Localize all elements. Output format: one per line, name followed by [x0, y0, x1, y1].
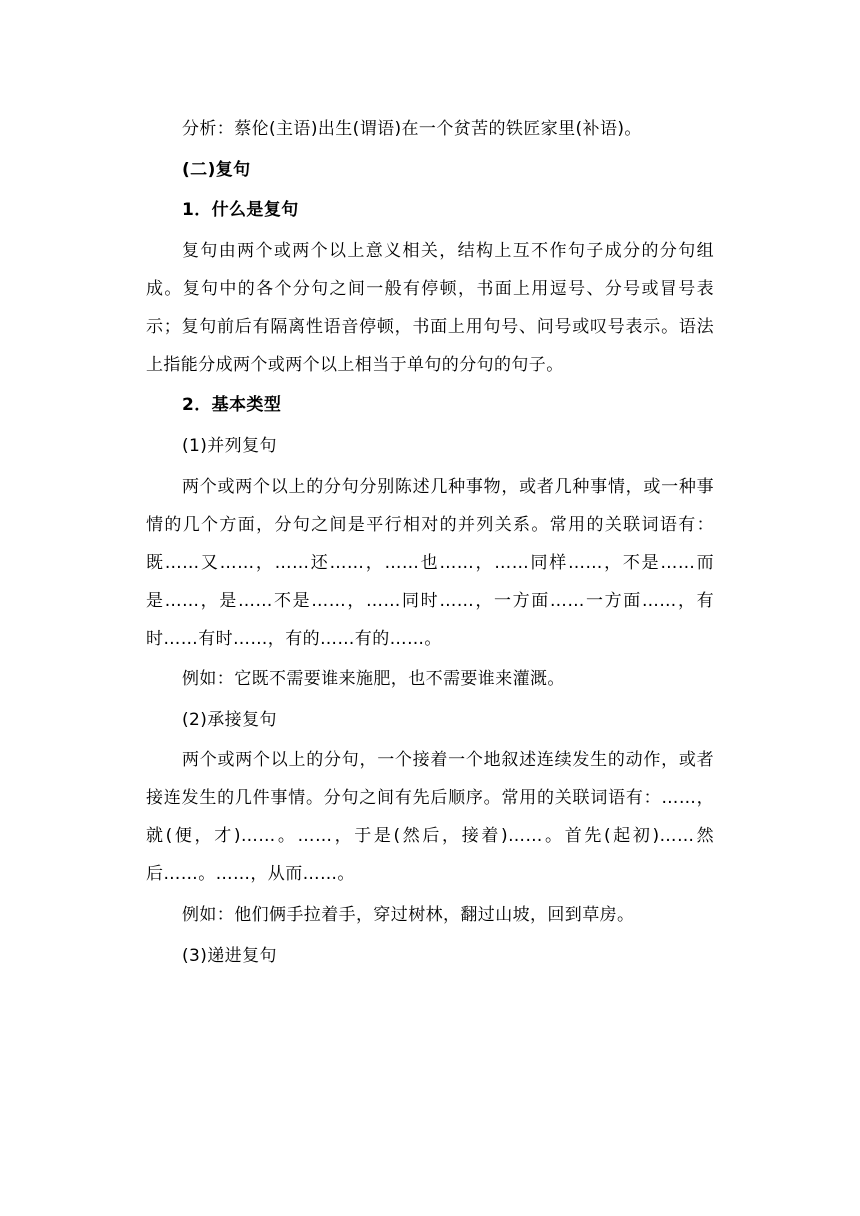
subheading-progressive: (3)递进复句: [182, 945, 277, 966]
document-body: [146, 110, 714, 977]
paragraph-analysis: 分析：蔡伦(主语)出生(谓语)在一个贫苦的铁匠家里(补语)。: [182, 119, 642, 139]
heading-basic-types: 2．基本类型: [182, 395, 282, 416]
heading-complex-sentence: (二)复句: [182, 159, 251, 180]
subheading-coordinate: (1)并列复句: [182, 435, 277, 456]
example-successive: 例如：他们俩手拉着手，穿过树林，翻过山坡，回到草房。: [182, 904, 635, 925]
paragraph-definition: 复句由两个或两个以上意义相关，结构上互不作句子成分的分句组成。复句中的各个分句之间一般有停顿，书面上用逗号、分号或冒号表示；复句前后有隔离性语音停顿，书面上用句号、问号或叹号表示。语法上指能分成两个或两个以上相当于单句的分句的句子。: [146, 240, 714, 375]
heading-what-is-complex-sentence: 1．什么是复句: [182, 200, 299, 221]
paragraph-coordinate: 两个或两个以上的分句分别陈述几种事物，或者几种事情，或一种事情的几个方面，分句之间是平行相对的并列关系。常用的关联词语有：既……又……，……还……，……也……，……同样……，不是……而是……，是……不是……，……同时……，一方面……一方面……，有时……有时……，有的……有的……。: [146, 476, 714, 649]
subheading-successive: (2)承接复句: [182, 709, 277, 730]
paragraph-successive: 两个或两个以上的分句，一个接着一个地叙述连续发生的动作，或者接连发生的几件事情。分句之间有先后顺序。常用的关联词语有：……，就(便，才)……。……，于是(然后，接着)……。首先(起初)……然后……。……，从而……。: [146, 750, 714, 885]
example-coordinate: 例如：它既不需要谁来施肥，也不需要谁来灌溉。: [182, 669, 565, 690]
